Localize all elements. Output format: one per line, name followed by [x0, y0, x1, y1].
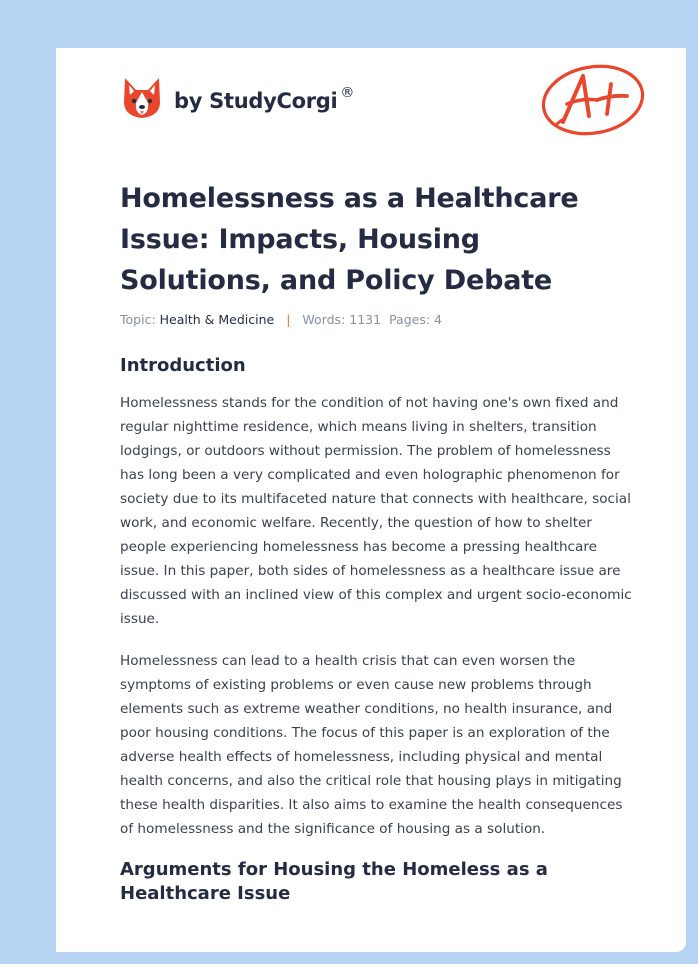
pages-count: 4	[434, 312, 442, 327]
document-page	[56, 48, 686, 952]
topic-label: Topic:	[120, 312, 156, 327]
words-label: Words:	[302, 312, 346, 327]
article-title: Homelessness as a Healthcare Issue: Impacts, Housing Solutions, and Policy Debate	[120, 183, 579, 296]
topic-link[interactable]: Health & Medicine	[159, 312, 275, 327]
article-meta	[120, 312, 442, 327]
section-heading-introduction: Introduction	[120, 355, 246, 376]
pages-label: Pages:	[389, 312, 431, 327]
paragraph: Homelessness stands for the condition of not having one's own fixed and regular nighttime residence, which means living in shelters, transition lodgings, or outdoors without permission. The problem of homelessness has long been a very complicated and even holographic phenomenon for society due to its multifaceted nature that connects with healthcare, social work, and economic welfare. Recently, the question of how to shelter people experiencing homelessness has become a pressing healthcare issue. In this paper, both sides of homelessness as a healthcare issue are discussed with an inclined view of this complex and urgent socio-economic issue.	[120, 395, 632, 627]
brand-name: by StudyCorgi	[174, 89, 338, 113]
corgi-logo-icon	[122, 76, 162, 120]
paragraph: Homelessness can lead to a health crisis that can even worsen the symptoms of existing problems or even cause new problems through elements such as extreme weather conditions, no health insurance, and poor housing conditions. The focus of this paper is an exploration of the adverse health effects of homelessness, including physical and mental health concerns, and also the critical role that housing plays in mitigating these health disparities. It also aims to examine the health consequences of homelessness and the significance of housing as a solution.	[120, 653, 623, 837]
registered-mark: ®	[340, 85, 355, 101]
words-count: 1131	[349, 312, 382, 327]
meta-separator: |	[286, 312, 291, 327]
brand-logo-link[interactable]	[122, 76, 354, 120]
grade-a-plus-badge	[537, 60, 649, 140]
section-heading-arguments: Arguments for Housing the Homeless as a Healthcare Issue	[120, 859, 548, 904]
